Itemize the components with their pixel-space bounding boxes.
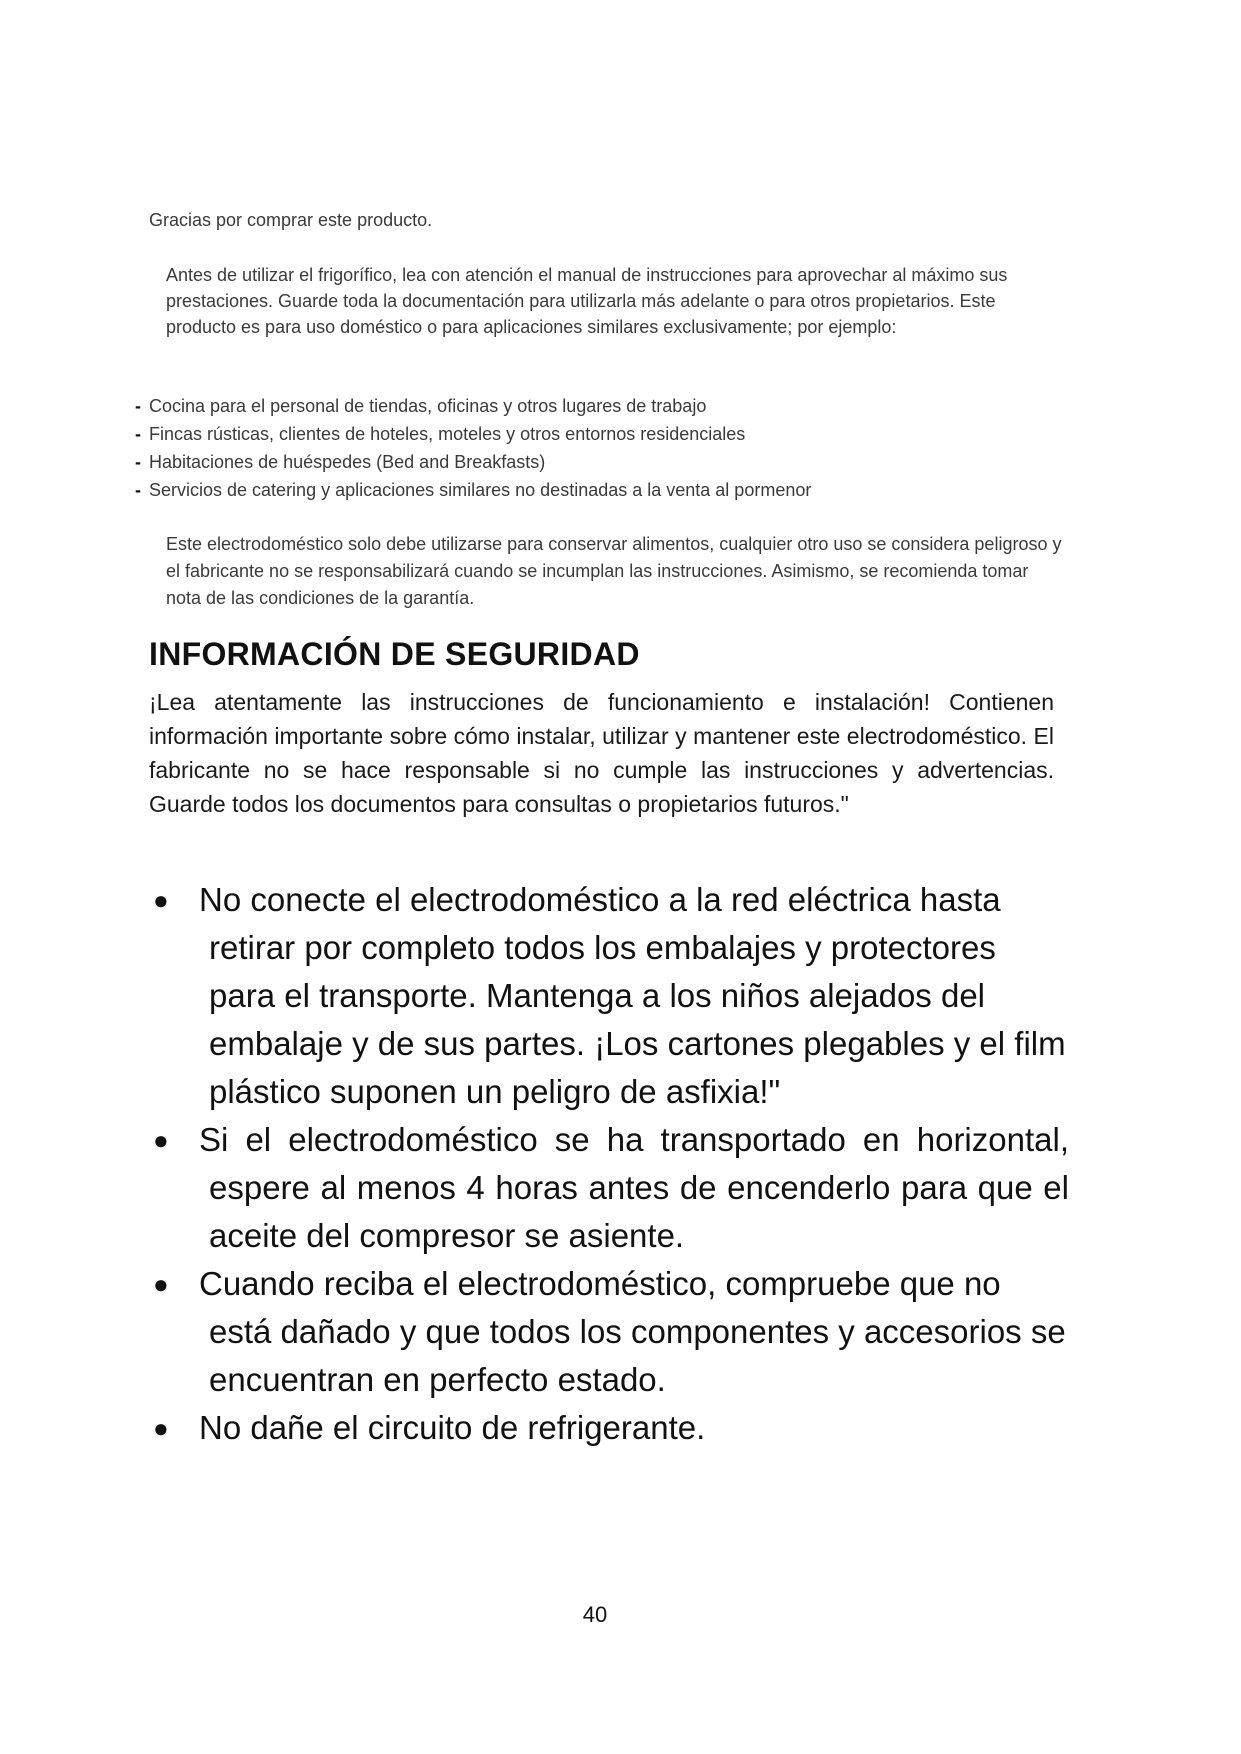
list-item <box>149 1404 1069 1452</box>
intro-paragraph: Antes de utilizar el frigorífico, lea con atención el manual de instrucciones para aprovechar al máximo sus prestaciones. Guarde toda la documentación para utilizarla más adelante o para otros propietarios. Este producto es para uso doméstico o para aplicaciones similares exclusivamente; por ejemplo: <box>166 265 1008 337</box>
safety-intro-paragraph: ¡Lea atentamente las instrucciones de funcionamiento e instalación! Contienen información importante sobre cómo instalar, utilizar y mantener este electrodoméstico. El fabricante no se hace responsable si no cumple las instrucciones y advertencias. Guarde todos los documentos para consultas o propietarios futuros." <box>149 689 1054 817</box>
list-item-text: Habitaciones de huéspedes (Bed and Breakfasts) <box>149 452 546 472</box>
section-title: INFORMACIÓN DE SEGURIDAD <box>149 636 640 672</box>
list-item <box>135 476 1035 504</box>
bullet-icon: ● <box>153 1413 169 1443</box>
bullet-icon: ● <box>153 1125 169 1155</box>
list-item <box>135 392 1035 420</box>
list-item <box>149 1116 1069 1260</box>
dash-marker: - <box>135 396 141 416</box>
list-item <box>149 876 1069 1116</box>
disclaimer-paragraph: Este electrodoméstico solo debe utilizarse para conservar alimentos, cualquier otro uso se considera peligroso y el fabricante no se responsabilizará cuando se incumplan las instrucciones. Asimismo, se recomienda tomar nota de las condiciones de la garantía. <box>166 534 1062 608</box>
dash-marker: - <box>135 452 141 472</box>
list-item-text: No conecte el electrodoméstico a la red eléctrica hasta retirar por completo todos los embalajes y protectores para el transporte. Mantenga a los niños alejados del embalaje y de sus partes. ¡Los cartones plegables y el film plástico suponen un peligro de asfixia!" <box>199 881 1066 1110</box>
thanks-text: Gracias por comprar este producto. <box>149 210 433 230</box>
list-item <box>135 420 1035 448</box>
list-item-text: Cuando reciba el electrodoméstico, compruebe que no está dañado y que todos los componentes y accesorios se encuentran en perfecto estado. <box>199 1265 1066 1398</box>
safety-instructions-list <box>149 876 1069 1452</box>
list-item <box>135 448 1035 476</box>
usage-examples-list <box>135 392 1035 504</box>
list-item-text: Cocina para el personal de tiendas, oficinas y otros lugares de trabajo <box>149 396 707 416</box>
list-item <box>149 1260 1069 1404</box>
dash-marker: - <box>135 480 141 500</box>
list-item-text: Servicios de catering y aplicaciones similares no destinadas a la venta al pormenor <box>149 480 812 500</box>
list-item-text: Si el electrodoméstico se ha transportado en horizontal, espere al menos 4 horas antes de encenderlo para que el aceite del compresor se asiente. <box>199 1121 1069 1254</box>
list-item-text: No dañe el circuito de refrigerante. <box>199 1409 706 1446</box>
list-item-text: Fincas rústicas, clientes de hoteles, moteles y otros entornos residenciales <box>149 424 746 444</box>
page-number: 40 <box>582 1602 608 1627</box>
bullet-icon: ● <box>153 885 169 915</box>
dash-marker: - <box>135 424 141 444</box>
bullet-icon: ● <box>153 1269 169 1299</box>
